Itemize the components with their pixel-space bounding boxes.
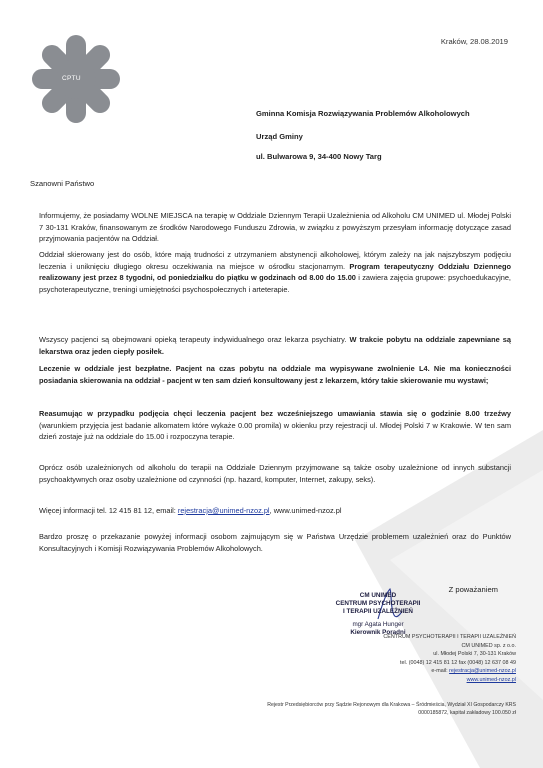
logo-text: CPTU [62,75,81,82]
footer-registry-line-1: Rejestr Przedsiębiorców przy Sądzie Rejonowym dla Krakowa – Śródmieścia, Wydział XI Gospodarczy KRS [267,702,516,708]
stamp-signer-name: mgr Agata Hunger [352,621,404,629]
recipient-office: Urząd Gminy [256,132,303,141]
paragraph-program-text-a: Oddział skierowany jest do osób, które mają trudności z utrzymaniem abstynencji alkoholowej, którym zależy na jak najszybszym podjęciu leczenia i uniknięciu długiego okresu oczekiwania na miejsce w ośrodku stacjonarnym. [39,250,511,271]
paragraph-intro-text: Informujemy, że posiadamy WOLNE MIEJSCA na terapię w Oddziale Dziennym Terapii Uzależnienia od Alkoholu CM UNIMED ul. Młodej Polski 7 30-131 Kraków, finansowanym ze środków Narodowego Funduszu Zdrowia, w związku z powyższym przesyłam informację dotyczące zasad przyjmowania pacjentów na Oddział. [39,211,511,244]
stamp-line-3: I TERAPII UZALEŻNIEŃ [343,607,413,615]
recipient-name: Gminna Komisja Rozwiązywania Problemów Alkoholowych [256,109,470,118]
paragraph-request-text: Bardzo proszę o przekazanie powyżej informacji osobom zajmującym się w Państwa Urzędzie problemem uzależnień oraz do Punktów Konsultacyjnych i Komisji Rozwiązywania Problemów Alkoholowych. [39,532,511,553]
closing-regards: Z poważaniem [448,585,498,594]
paragraph-request [39,531,511,554]
paragraph-program [39,249,511,295]
stamp-line-2: CENTRUM PSYCHOTERAPII [335,599,421,607]
footer-registry-line-2: 0000185872, kapitał zakładowy 100.050 zł [418,710,516,717]
footer-line-1: CENTRUM PSYCHOTERAPII I TERAPII UZALEŻNIEŃ [383,634,516,640]
paragraph-program-text-b: i zawiera zajęcia grupowe: psychoedukacyjne, psychoterapeutyczne, treningi umiejętności psychospołecznych i arteterapie. [39,273,511,294]
footer-email-link[interactable]: rejestracja@unimed-nzoz.pl [449,668,516,675]
footer-line-2: CM UNIMED sp. z o.o. [461,642,516,649]
footer-email-prefix: e-mail: [431,668,450,675]
paragraph-care-text: Wszyscy pacjenci są obejmowani opieką terapeuty indywidualnego oraz lekarza psychiatry. [39,335,350,344]
stamp-signer-title: Kierownik Poradni [350,629,406,637]
footer-line-4: tel. (0048) 12 415 81 12 fax (0048) 12 637 08 49 [400,659,516,666]
paragraph-summary [39,408,511,443]
paragraph-summary-bold: Reasumując w przypadku podjęcia chęci leczenia pacjent bez wcześniejszego umawiania stawia się o godzinie 8.00 trzeźwy [39,409,511,418]
footer-line-5 [316,667,516,676]
stamp-line-1: CM UNIMED [359,592,397,599]
recipient-address: ul. Bulwarowa 9, 34-400 Nowy Targ [256,152,382,161]
paragraph-care [39,334,511,357]
paragraph-summary-text: (warunkiem przyjęcia jest badanie alkomatem które wykaże 0.00 promila) w okienku przy rejestracji ul. Młodej Polski 7 w Krakowie. W ten sam dzień zostaje już na oddziale do 15.00 i rozpoczyna terapie. [39,420,511,442]
contact-prefix: Więcej informacji tel. 12 415 81 12, email: [39,506,178,515]
paragraph-care-bold: W trakcie pobytu na oddziale zapewniane są lekarstwa oraz jeden ciepły posiłek. [39,335,512,356]
paragraph-other-addictions [39,462,511,485]
footer-line-3: ul. Młodej Polski 7, 30-131 Kraków [433,651,516,658]
paragraph-free [39,363,511,386]
paragraph-intro [39,210,511,245]
footer-website-link[interactable]: www.unimed-nzoz.pl [466,676,516,683]
paragraph-free-bold: Leczenie w oddziale jest bezpłatne. Pacjent na czas pobytu na oddziale ma wypisywane zwolnienie L4. Nie ma konieczności posiadania skierowania na oddział - pacjent w ten sam dzień konsultowany jest z lekarzem, który takie skierowanie mu wystawi; [39,364,511,385]
letter-date: Kraków, 28.08.2019 [440,37,508,46]
contact-separator: , [269,506,274,515]
contact-website[interactable]: www.unimed-nzoz.pl [273,506,342,515]
paragraph-other-addictions-text: Oprócz osób uzależnionych od alkoholu do terapii na Oddziale Dziennym przyjmowane są także osoby uzależnione od innych substancji psychoaktywnych oraz osoby uzależnione od czynności (np. hazard, komputer, Internet, zakupy, seks). [39,463,511,484]
footer-contact [316,633,516,685]
paragraph-contact [39,505,511,517]
organization-stamp [318,592,438,637]
paragraph-program-bold: Program terapeutyczny Oddziału Dziennego realizowany jest przez 8 tygodni, od poniedziałku do piątku w godzinach od 8.00 do 15.00 [39,261,511,283]
footer-registry [156,701,516,718]
contact-email-link[interactable]: rejestracja@unimed-nzoz.pl [177,506,270,515]
greeting: Szanowni Państwo [30,179,95,188]
